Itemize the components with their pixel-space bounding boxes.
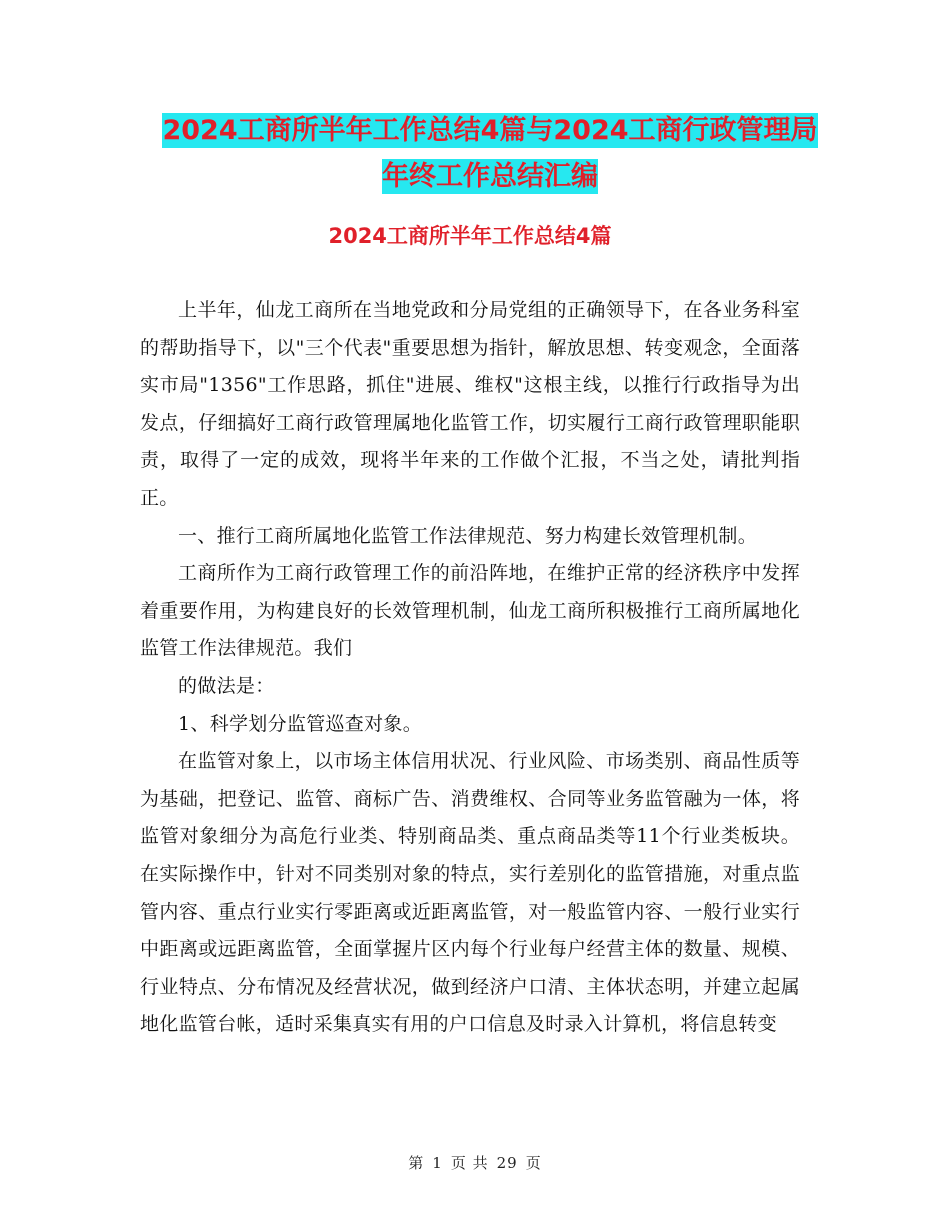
paragraph-3: 的做法是： [178,674,275,697]
paragraph-5: 在监管对象上，以市场主体信用状况、行业风险、市场类别、商品性质等为基础，把登记、监管、商标广告、消费维权、合同等业务监管融为一体，将监管对象细分为高危行业类、特别商品类、重点商品类等11个行业类板块。在实际操作中，针对不同类别对象的特点，实行差别化的监管措施，对重点监管内容、重点行业实行零距离或近距离监管，对一般监管内容、一般行业实行中距离或远距离监管，全面掌握片区内每个行业每户经营主体的数量、规模、行业特点、分布情况及经营状况，做到经济户口清、主体状态明，并建立起属地化监管台帐，适时采集真实有用的户口信息及时录入计算机，将信息转变 [140,750,800,1036]
paragraph-subheading-1: 1、科学划分监管巡查对象。 [178,712,422,735]
paragraph-heading-1: 一、推行工商所属地化监管工作法律规范、努力构建长效管理机制。 [178,524,758,547]
footer-page-number: 1 [432,1154,443,1172]
section-title: 2024工商所半年工作总结4篇 [328,224,612,248]
paragraph-2: 工商所作为工商行政管理工作的前沿阵地，在维护正常的经济秩序中发挥着重要作用，为构建良好的长效管理机制，仙龙工商所积极推行工商所属地化监管工作法律规范。我们 [140,562,800,660]
document-title-line-2: 年终工作总结汇编 [382,161,598,192]
document-title [140,108,840,200]
footer-suffix: 页 [525,1154,542,1172]
footer-total-pages: 29 [496,1154,518,1172]
paragraph-intro: 上半年，仙龙工商所在当地党政和分局党组的正确领导下，在各业务科室的帮助指导下，以"三个代表"重要思想为指针，解放思想、转变观念，全面落实市局"1356"工作思路，抓住"进展、维权"这根主线，以推行行政指导为出发点，仔细搞好工商行政管理属地化监管工作，切实履行工商行政管理职能职责，取得了一定的成效，现将半年来的工作做个汇报，不当之处，请批判指正。 [140,299,800,509]
document-title-line-1: 2024工商所半年工作总结4篇与2024工商行政管理局 [162,115,818,146]
page-footer [0,1152,950,1173]
document-body [140,292,800,1044]
footer-middle: 页 共 [450,1154,489,1172]
footer-prefix: 第 [408,1154,425,1172]
